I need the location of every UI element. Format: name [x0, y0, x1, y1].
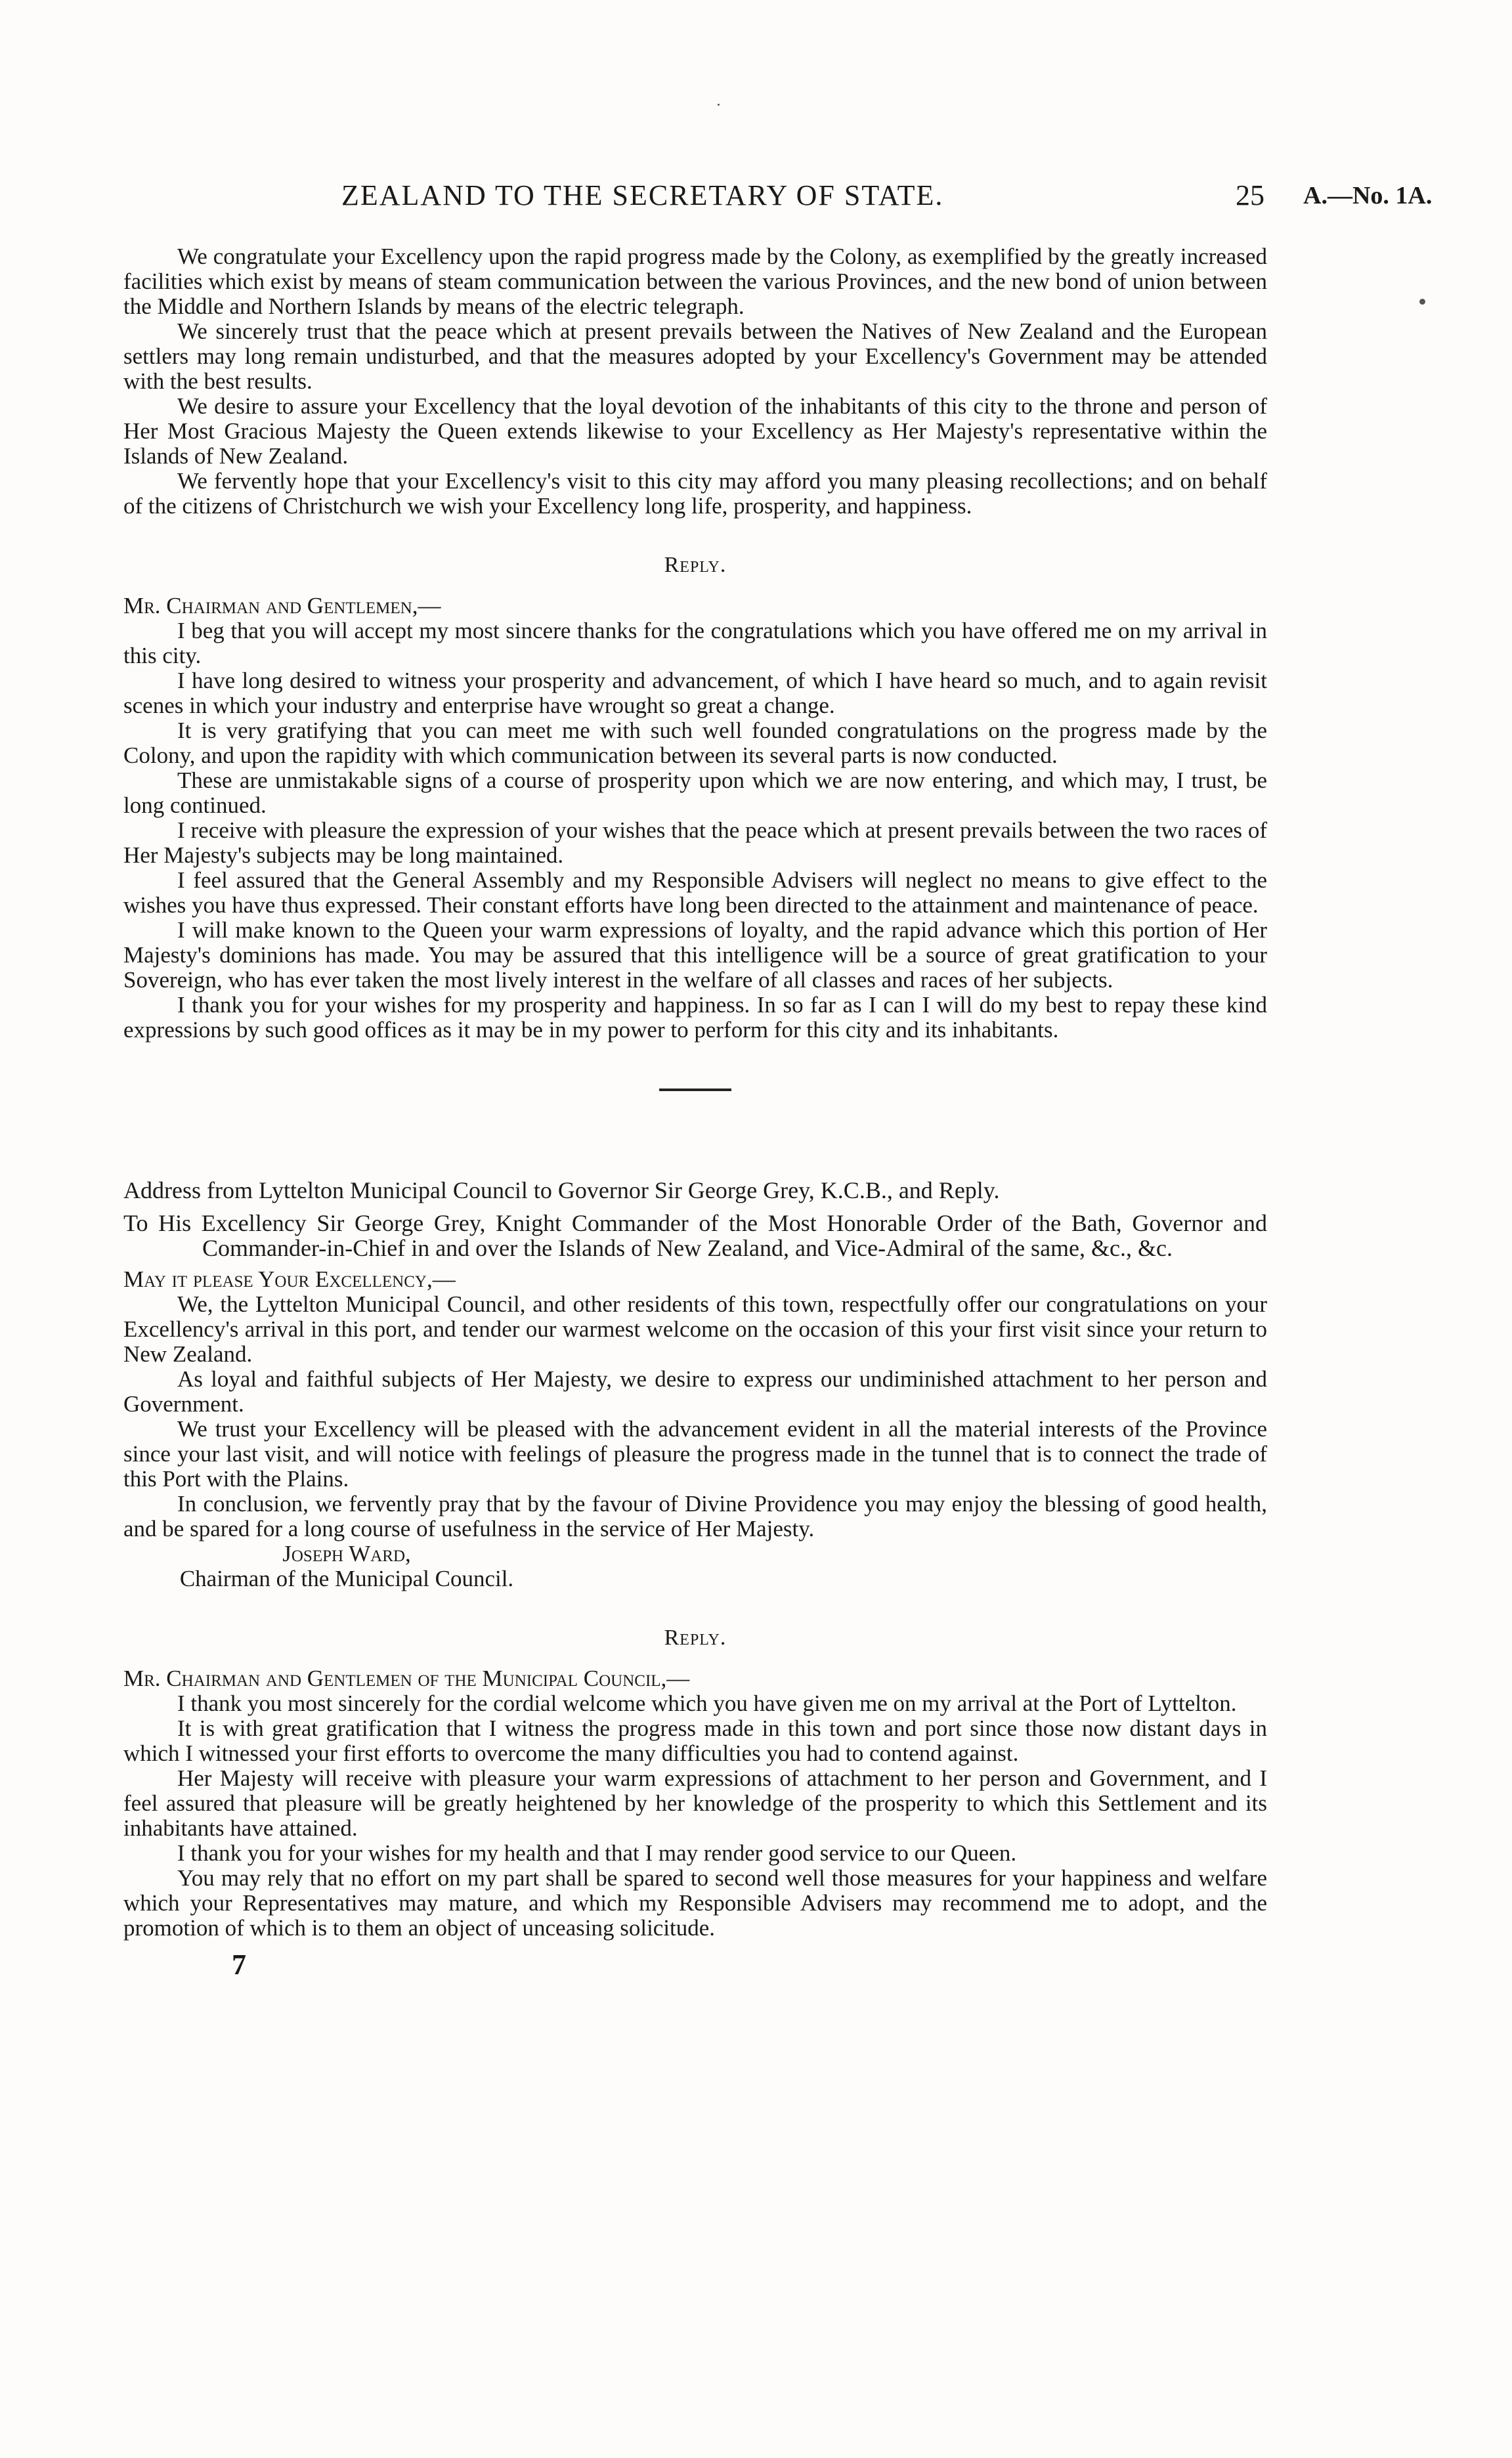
- paragraph: As loyal and faithful subjects of Her Majesty, we desire to express our undiminished attachment to her person and Government.: [123, 1366, 1267, 1417]
- signature-block: [123, 1542, 1267, 1566]
- header-title: ZEALAND TO THE SECRETARY OF STATE.: [341, 179, 944, 211]
- paragraph: It is very gratifying that you can meet me with such well founded congratulations on the progress made by the Colony, and upon the rapidity with which communication between its several parts is now conducted.: [123, 718, 1267, 768]
- paragraph: I feel assured that the General Assembly and my Responsible Advisers will neglect no means to give effect to the wishes you have thus expressed. Their constant efforts have long been directed to the attainment and maintenance of peace.: [123, 867, 1267, 918]
- paragraph: We desire to assure your Excellency that the loyal devotion of the inhabitants of this city to the throne and person of Her Most Gracious Majesty the Queen extends likewise to your Excellency as Her Majesty's representative within the Islands of New Zealand.: [123, 393, 1267, 469]
- section-divider: [659, 1089, 731, 1091]
- signature-block: [123, 1566, 1267, 1591]
- salutation: May it please Your Excellency,—: [123, 1266, 456, 1292]
- paragraph: Her Majesty will receive with pleasure your warm expressions of attachment to her person and Government, and I feel assured that pleasure will be greatly heightened by her knowledge of the prosperity to which this Settlement and its inhabitants have attained.: [123, 1765, 1267, 1841]
- page-number: 25: [1236, 179, 1264, 211]
- paragraph: It is with great gratification that I witness the progress made in this town and port since those now distant days in which I witnessed your first efforts to overcome the many difficulties you had to contend against.: [123, 1715, 1267, 1766]
- christchurch-address-text: [123, 244, 1267, 519]
- paragraph: We, the Lyttelton Municipal Council, and other residents of this town, respectfully offer our congratulations on your Excellency's arrival in this port, and tender our warmest welcome on the occasion of this your first visit since your return to New Zealand.: [123, 1291, 1267, 1367]
- paragraph: We trust your Excellency will be pleased with the advancement evident in all the material interests of the Province since your last visit, and will notice with feelings of pleasure the progress made in the tunnel that is to connect the trade of this Port with the Plains.: [123, 1416, 1267, 1492]
- paragraph: I thank you for your wishes for my prosperity and happiness. In so far as I can I will do my best to repay these kind expressions by such good offices as it may be in my power to perform for this city and its inhabitants.: [123, 992, 1267, 1043]
- signature-name: Joseph Ward,: [282, 1541, 411, 1566]
- signature-title: Chairman of the Municipal Council.: [179, 1566, 514, 1591]
- reply-section: [123, 553, 1267, 1043]
- running-header: [0, 179, 1512, 218]
- document-body: [123, 244, 1267, 1981]
- address-recipient: To His Excellency Sir George Grey, Knight Commander of the Most Honorable Order of the Bath, Governor and Commander-in-Chief in and over the Islands of New Zealand, and Vice-Admiral of the same, &c., &c.: [123, 1210, 1267, 1261]
- paper-reference: A.—No. 1A.: [1303, 182, 1433, 209]
- sheet-signature: 7: [232, 1949, 246, 1981]
- paragraph: We congratulate your Excellency upon the rapid progress made by the Colony, as exemplified by the greatly increased facilities which exist by means of steam communication between the various Provinces, and the new bond of union between the Middle and Northern Islands by means of the electric telegraph.: [123, 244, 1267, 319]
- reply-heading: Reply.: [664, 553, 727, 577]
- lyttelton-address: [123, 1178, 1267, 1591]
- salutation: Mr. Chairman and Gentlemen of the Municipal Council,—: [123, 1666, 690, 1691]
- paragraph: I thank you most sincerely for the cordial welcome which you have given me on my arrival at the Port of Lyttelton.: [177, 1691, 1237, 1716]
- paragraph: I have long desired to witness your prosperity and advancement, of which I have heard so much, and to again revisit scenes in which your industry and enterprise have wrought so great a change.: [123, 668, 1267, 718]
- paragraph: I will make known to the Queen your warm expressions of loyalty, and the rapid advance which this portion of Her Majesty's dominions has made. You may be assured that this intelligence will be a source of great gratification to your Sovereign, who has ever taken the most lively interest in the welfare of all classes and races of her subjects.: [123, 917, 1267, 993]
- paragraph: We sincerely trust that the peace which at present prevails between the Natives of New Zealand and the European settlers may long remain undisturbed, and that the measures adopted by your Excellency's Government may be attended with the best results.: [123, 318, 1267, 394]
- reply-heading: Reply.: [664, 1626, 727, 1650]
- address-heading: Address from Lyttelton Municipal Council to Governor Sir George Grey, K.C.B., and Reply.: [123, 1177, 1000, 1203]
- ink-speck: [1419, 299, 1425, 305]
- paragraph: In conclusion, we fervently pray that by the favour of Divine Providence you may enjoy the blessing of good health, and be spared for a long course of usefulness in the service of Her Majesty.: [123, 1491, 1267, 1542]
- paragraph: You may rely that no effort on my part shall be spared to second well those measures for your happiness and welfare which your Representatives may mature, and which my Responsible Advisers may recommend me to adopt, and the promotion of which is to them an object of unceasing solicitude.: [123, 1865, 1267, 1941]
- paragraph: These are unmistakable signs of a course of prosperity upon which we are now entering, and which may, I trust, be long continued.: [123, 767, 1267, 818]
- paragraph: I beg that you will accept my most sincere thanks for the congratulations which you have offered me on my arrival in this city.: [123, 618, 1267, 668]
- reply-section: [123, 1626, 1267, 1941]
- salutation: Mr. Chairman and Gentlemen,—: [123, 593, 441, 618]
- paragraph: I thank you for your wishes for my health and that I may render good service to our Queen.: [177, 1840, 1017, 1866]
- paragraph: I receive with pleasure the expression of your wishes that the peace which at present prevails between the two races of Her Majesty's subjects may be long maintained.: [123, 817, 1267, 868]
- paragraph: We fervently hope that your Excellency's visit to this city may afford you many pleasing recollections; and on behalf of the citizens of Christchurch we wish your Excellency long life, prosperity, and happiness.: [123, 468, 1267, 519]
- ink-speck: [718, 104, 720, 106]
